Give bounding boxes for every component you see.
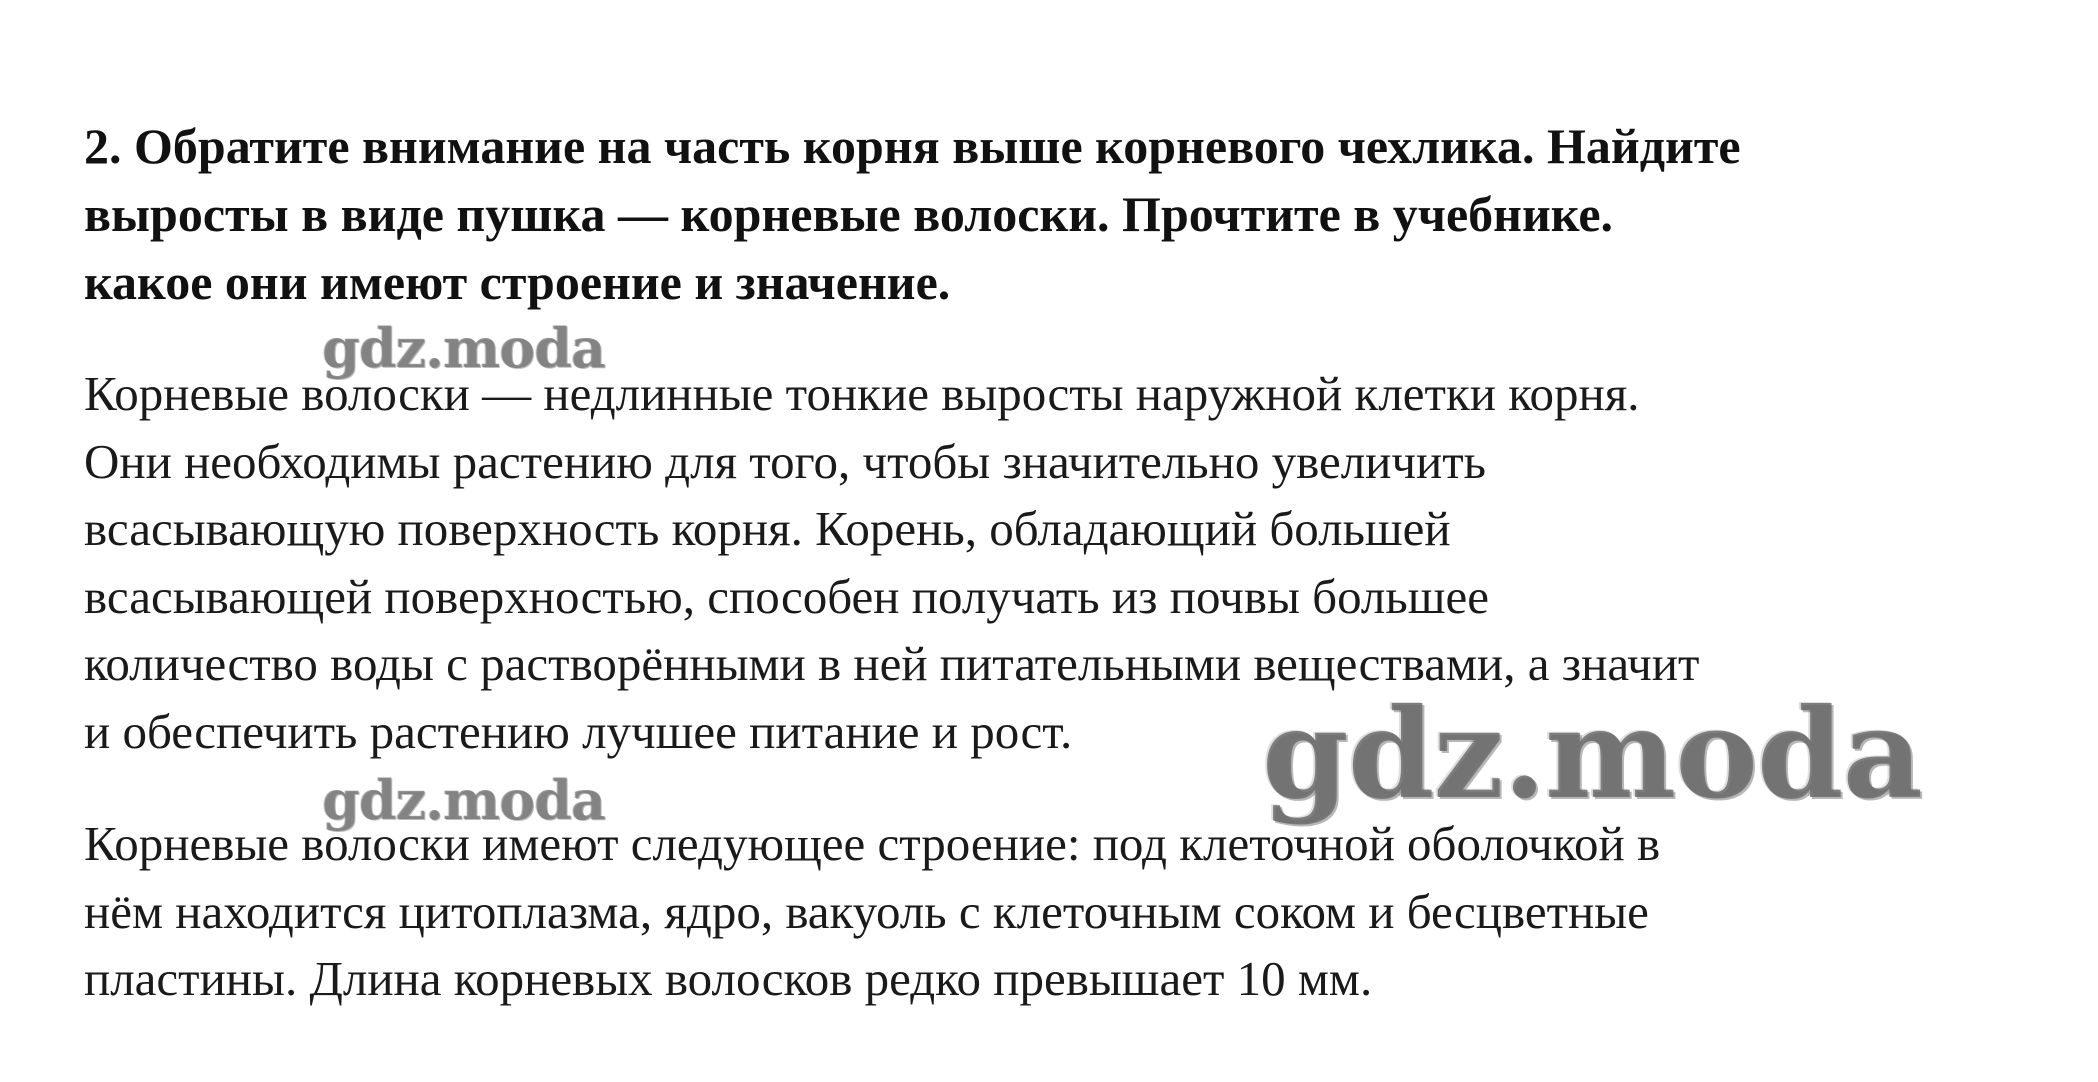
watermark-small: gdz.moda	[322, 768, 605, 832]
task-title-line: какое они имеют строение и значение.	[84, 254, 951, 310]
answer-text-line: количество воды с растворёнными в ней питательными веществами, а значит	[84, 636, 1700, 691]
answer-text-line: Корневые волоски — недлинные тонкие выросты наружной клетки корня.	[84, 366, 1640, 421]
task-title-line: 2. Обратите внимание на часть корня выше корневого чехлика. Найдите	[84, 118, 1741, 174]
answer-paragraph-function	[84, 360, 2074, 765]
answer-text-line: Они необходимы растению для того, чтобы значительно увеличить	[84, 433, 1487, 489]
answer-text-line: и обеспечить растению лучшее питание и рост.	[84, 703, 1073, 759]
answer-paragraph-structure	[84, 810, 2074, 1013]
task-title-line: выросты в виде пушка — корневые волоски. Прочтите в учебнике.	[84, 186, 1614, 242]
answer-text-line: всасывающую поверхность корня. Корень, обладающий большей	[84, 501, 1451, 556]
watermark-large: gdz.moda	[1262, 682, 1922, 827]
answer-text-line: пластины. Длина корневых волосков редко превышает 10 мм.	[84, 951, 1373, 1006]
watermark-small: gdz.moda	[322, 316, 605, 380]
task-title	[84, 112, 2074, 316]
answer-text-line: Корневые волоски имеют следующее строение: под клеточной оболочкой в	[84, 816, 1661, 871]
answer-text-line: всасывающей поверхностью, способен получать из почвы большее	[84, 568, 1489, 624]
answer-text-line: нём находится цитоплазма, ядро, вакуоль с клеточным соком и бесцветные	[84, 883, 1649, 939]
